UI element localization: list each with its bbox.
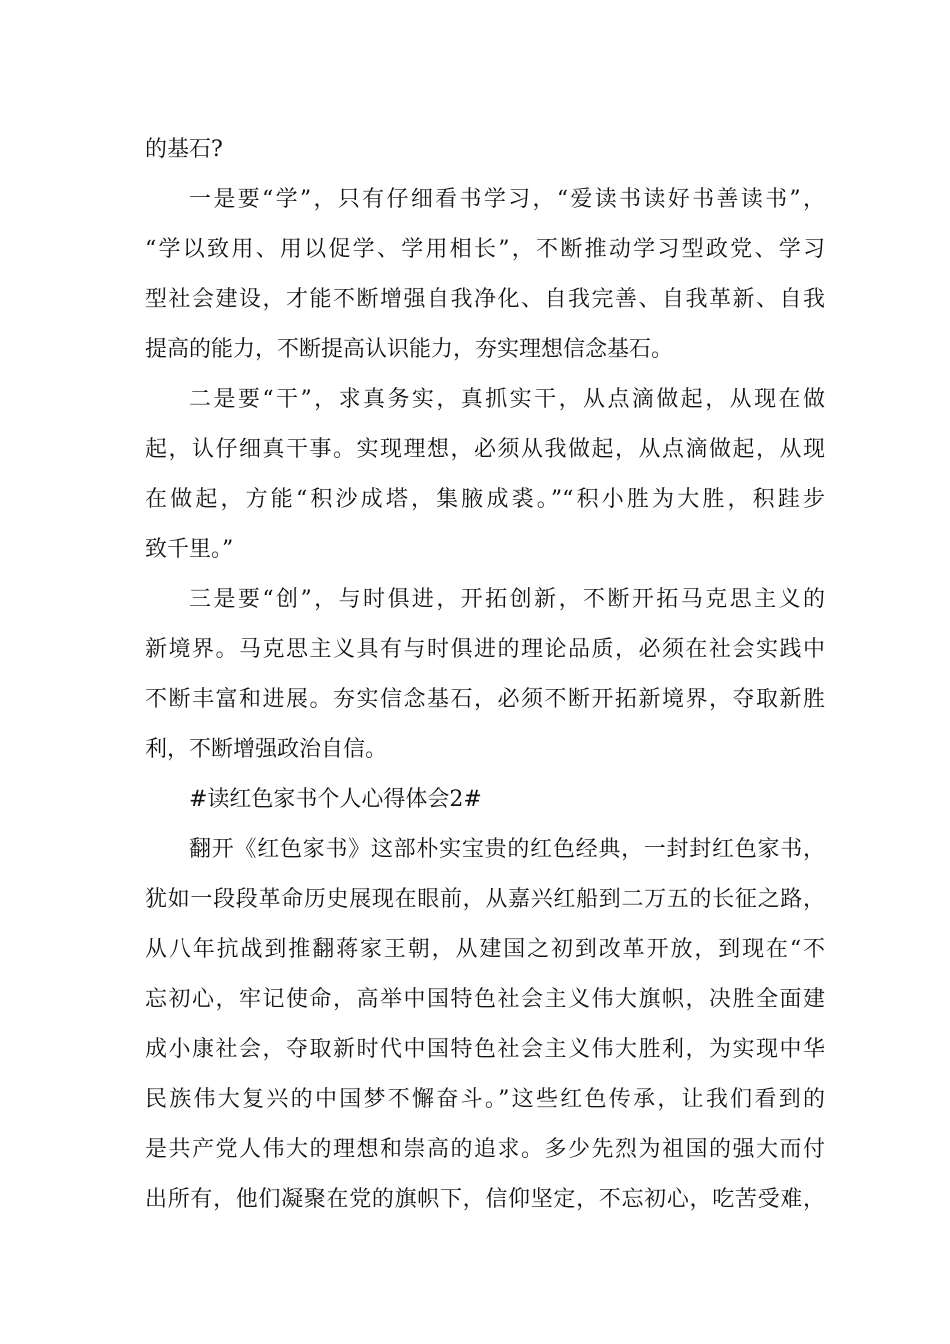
section-heading: #读红色家书个人心得体会2#	[189, 787, 482, 812]
paragraph-3-line-1: 三是要“创”，与时俱进，开拓创新，不断开拓马克思主义的	[189, 587, 825, 612]
text-line: 不断丰富和进展。夯实信念基石，必须不断开拓新境界，夺取新胜	[145, 687, 825, 712]
text-line: 犹如一段段革命历史展现在眼前，从嘉兴红船到二万五的长征之路，	[145, 887, 825, 912]
text-line: 出所有，他们凝聚在党的旗帜下，信仰坚定，不忘初心，吃苦受难，	[145, 1187, 825, 1212]
text-line: 的基石?	[145, 137, 223, 162]
text-line: 利，不断增强政治自信。	[145, 737, 388, 762]
text-line: 成小康社会，夺取新时代中国特色社会主义伟大胜利，为实现中华	[145, 1037, 825, 1062]
text-line: 起，认仔细真干事。实现理想，必须从我做起，从点滴做起，从现	[145, 437, 825, 462]
paragraph-4-line-1: 翻开《红色家书》这部朴实宝贵的红色经典，一封封红色家书，	[189, 837, 825, 862]
text-line: 型社会建设，才能不断增强自我净化、自我完善、自我革新、自我	[145, 287, 825, 312]
text-line: 在做起，方能“积沙成塔，集腋成裘。”“积小胜为大胜，积跬步	[145, 487, 825, 512]
text-line: 民族伟大复兴的中国梦不懈奋斗。”这些红色传承，让我们看到的	[145, 1087, 825, 1112]
text-line: 忘初心，牢记使命，高举中国特色社会主义伟大旗帜，决胜全面建	[145, 987, 825, 1012]
text-line: 从八年抗战到推翻蒋家王朝，从建国之初到改革开放，到现在“不	[145, 937, 825, 962]
text-line: 致千里。”	[145, 537, 234, 562]
text-line: 新境界。马克思主义具有与时俱进的理论品质，必须在社会实践中	[145, 637, 825, 662]
paragraph-2-line-1: 二是要“干”，求真务实，真抓实干，从点滴做起，从现在做	[189, 387, 825, 412]
text-line: 是共产党人伟大的理想和崇高的追求。多少先烈为祖国的强大而付	[145, 1137, 825, 1162]
text-line: “学以致用、用以促学、学用相长”，不断推动学习型政党、学习	[145, 237, 825, 262]
text-line: 提高的能力，不断提高认识能力，夯实理想信念基石。	[145, 337, 674, 362]
paragraph-1-line-1: 一是要“学”，只有仔细看书学习，“爱读书读好书善读书”，	[189, 187, 825, 212]
